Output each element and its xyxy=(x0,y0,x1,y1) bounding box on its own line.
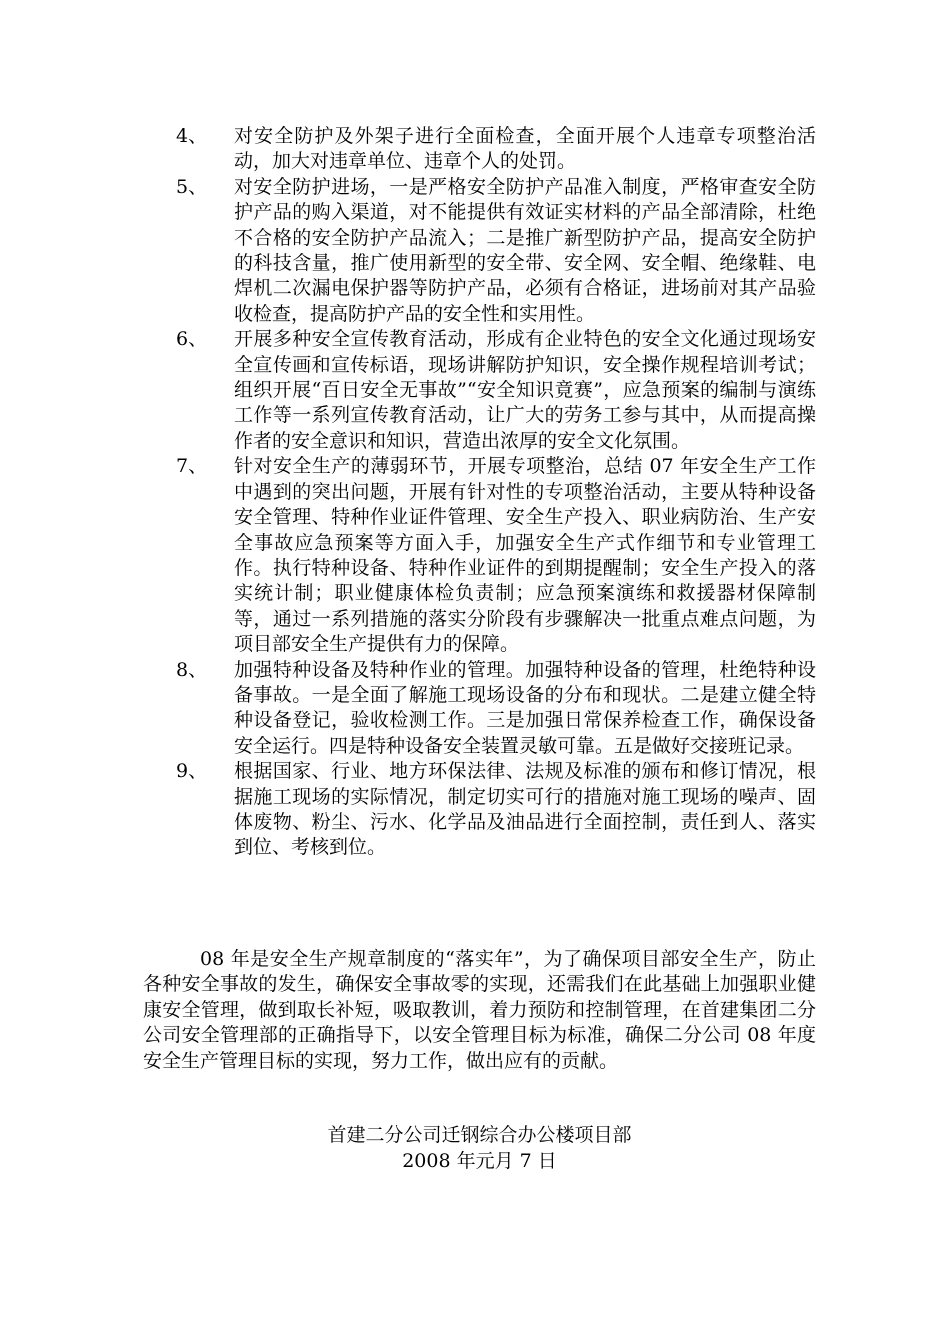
item-number: 5、 xyxy=(176,175,208,198)
item-text: 对安全防护及外架子进行全面检查，全面开展个人违章专项整治活动，加大对违章单位、违章个人的处罚。 xyxy=(234,125,816,173)
signature-date: 2008 年元月 7 日 xyxy=(402,1150,557,1172)
signature-organization: 首建二分公司迁钢综合办公楼项目部 xyxy=(327,1124,632,1146)
list-item xyxy=(176,759,816,861)
closing-paragraph: 08 年是安全生产规章制度的“落实年”，为了确保项目部安全生产，防止各种安全事故的发生，确保安全事故零的实现，还需我们在此基础上加强职业健康安全管理，做到取长补短，吸取教训，着力预防和控制管理，在首建集团二分公司安全管理部的正确指导下，以安全管理目标为标准，确保二分公司 08 年度安全生产管理目标的实现，努力工作，做出应有的贡献。 xyxy=(143,948,816,1072)
item-number: 7、 xyxy=(176,455,208,478)
list-item xyxy=(176,454,816,657)
list-item xyxy=(176,175,816,327)
item-text: 针对安全生产的薄弱环节，开展专项整治，总结 07 年安全生产工作中遇到的突出问题，开展有针对性的专项整治活动，主要从特种设备安全管理、特种作业证件管理、安全生产投入、职业病防治、生产安全事故应急预案等方面入手，加强安全生产式作细节和专业管理工作。执行特种设备、特种作业证件的到期提醒制；安全生产投入的落实统计制；职业健康体检负责制；应急预案演练和救援器材保障制等，通过一系列措施的落实分阶段有步骤解决一批重点难点问题，为项目部安全生产提供有力的保障。 xyxy=(234,455,816,656)
item-number: 4、 xyxy=(176,125,208,147)
item-text: 根据国家、行业、地方环保法律、法规及标准的颁布和修订情况，根据施工现场的实际情况，制定切实可行的措施对施工现场的噪声、固体废物、粉尘、污水、化学品及油品进行全面控制，责任到人、落实到位、考核到位。 xyxy=(234,760,816,859)
list-item xyxy=(176,124,816,175)
measures-list xyxy=(176,124,816,861)
item-text: 开展多种安全宣传教育活动，形成有企业特色的安全文化通过现场安全宣传画和宣传标语，现场讲解防护知识，安全操作规程培训考试；组织开展“百日安全无事故”“安全知识竟赛”，应急预案的编制与演练工作等一系列宣传教育活动，让广大的劳务工参与其中，从而提高操作者的安全意识和知识，营造出浓厚的安全文化氛围。 xyxy=(234,328,816,452)
item-text: 对安全防护进场，一是严格安全防护产品准入制度，严格审查安全防护产品的购入渠道，对不能提供有效证实材料的产品全部清除，杜绝不合格的安全防护产品流入；二是推广新型防护产品，提高安全防护的科技含量，推广使用新型的安全带、安全网、安全帽、绝缘鞋、电焊机二次漏电保护器等防护产品，必须有合格证，进场前对其产品验收检查，提高防护产品的安全性和实用性。 xyxy=(234,175,816,325)
item-number: 6、 xyxy=(176,328,208,351)
item-number: 9、 xyxy=(176,760,208,783)
item-text: 加强特种设备及特种作业的管理。加强特种设备的管理，杜绝特种设备事故。一是全面了解施工现场设备的分布和现状。二是建立健全特种设备登记，验收检测工作。三是加强日常保养检查工作，确保设备安全运行。四是特种设备安全装置灵敏可靠。五是做好交接班记录。 xyxy=(234,658,816,757)
list-item xyxy=(176,327,816,454)
item-number: 8、 xyxy=(176,658,208,681)
list-item xyxy=(176,658,816,760)
